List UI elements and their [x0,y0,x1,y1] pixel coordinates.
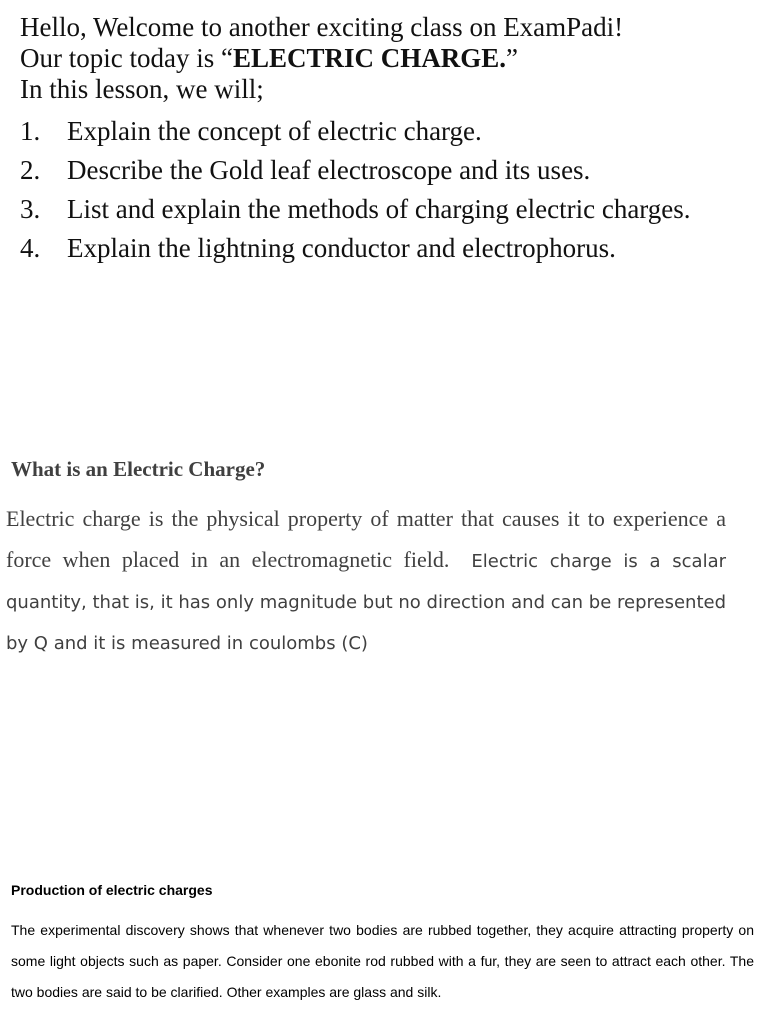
objective-number: 1. [20,116,41,146]
production-heading: Production of electric charges [11,882,213,898]
objective-item [20,112,760,151]
objectives-list [20,112,760,268]
objective-item [20,151,760,190]
objective-text: List and explain the methods of charging electric charges. [67,194,691,224]
greeting-line: Hello, Welcome to another exciting class on ExamPadi! [20,12,624,42]
objective-number: 4. [20,233,41,263]
topic-line [20,43,760,74]
production-paragraph: The experimental discovery shows that whenever two bodies are rubbed together, they acquire attracting property on some light objects such as paper. Consider one ebonite rod rubbed with a fur, they are seen to attract each other. The two bodies are said to be clarified. Other examples are glass and silk. [11,922,754,1000]
topic-suffix: ” [506,43,518,73]
objective-item [20,190,760,229]
objective-text: Explain the lightning conductor and electrophorus. [67,233,616,263]
objective-number: 2. [20,155,41,185]
what-is-charge-heading: What is an Electric Charge? [11,457,266,481]
intro-block [20,12,760,105]
objective-text: Describe the Gold leaf electroscope and its uses. [67,155,591,185]
objective-number: 3. [20,194,41,224]
definition-text: Electric charge is the physical property of matter that causes it to experience a force when placed in an electromagnetic field. [6,506,726,572]
lesson-intro-line: In this lesson, we will; [20,74,264,104]
what-is-charge-paragraph [6,499,726,664]
objective-item [20,229,760,268]
scalar-text: Electric charge is a scalar quantity, that is, it has only magnitude but no direction and can be represented by Q and it is measured in coulombs (C) [6,551,727,654]
topic-prefix: Our topic today is “ [20,43,233,73]
objective-text: Explain the concept of electric charge. [67,116,482,146]
topic-title: ELECTRIC CHARGE. [232,43,507,73]
